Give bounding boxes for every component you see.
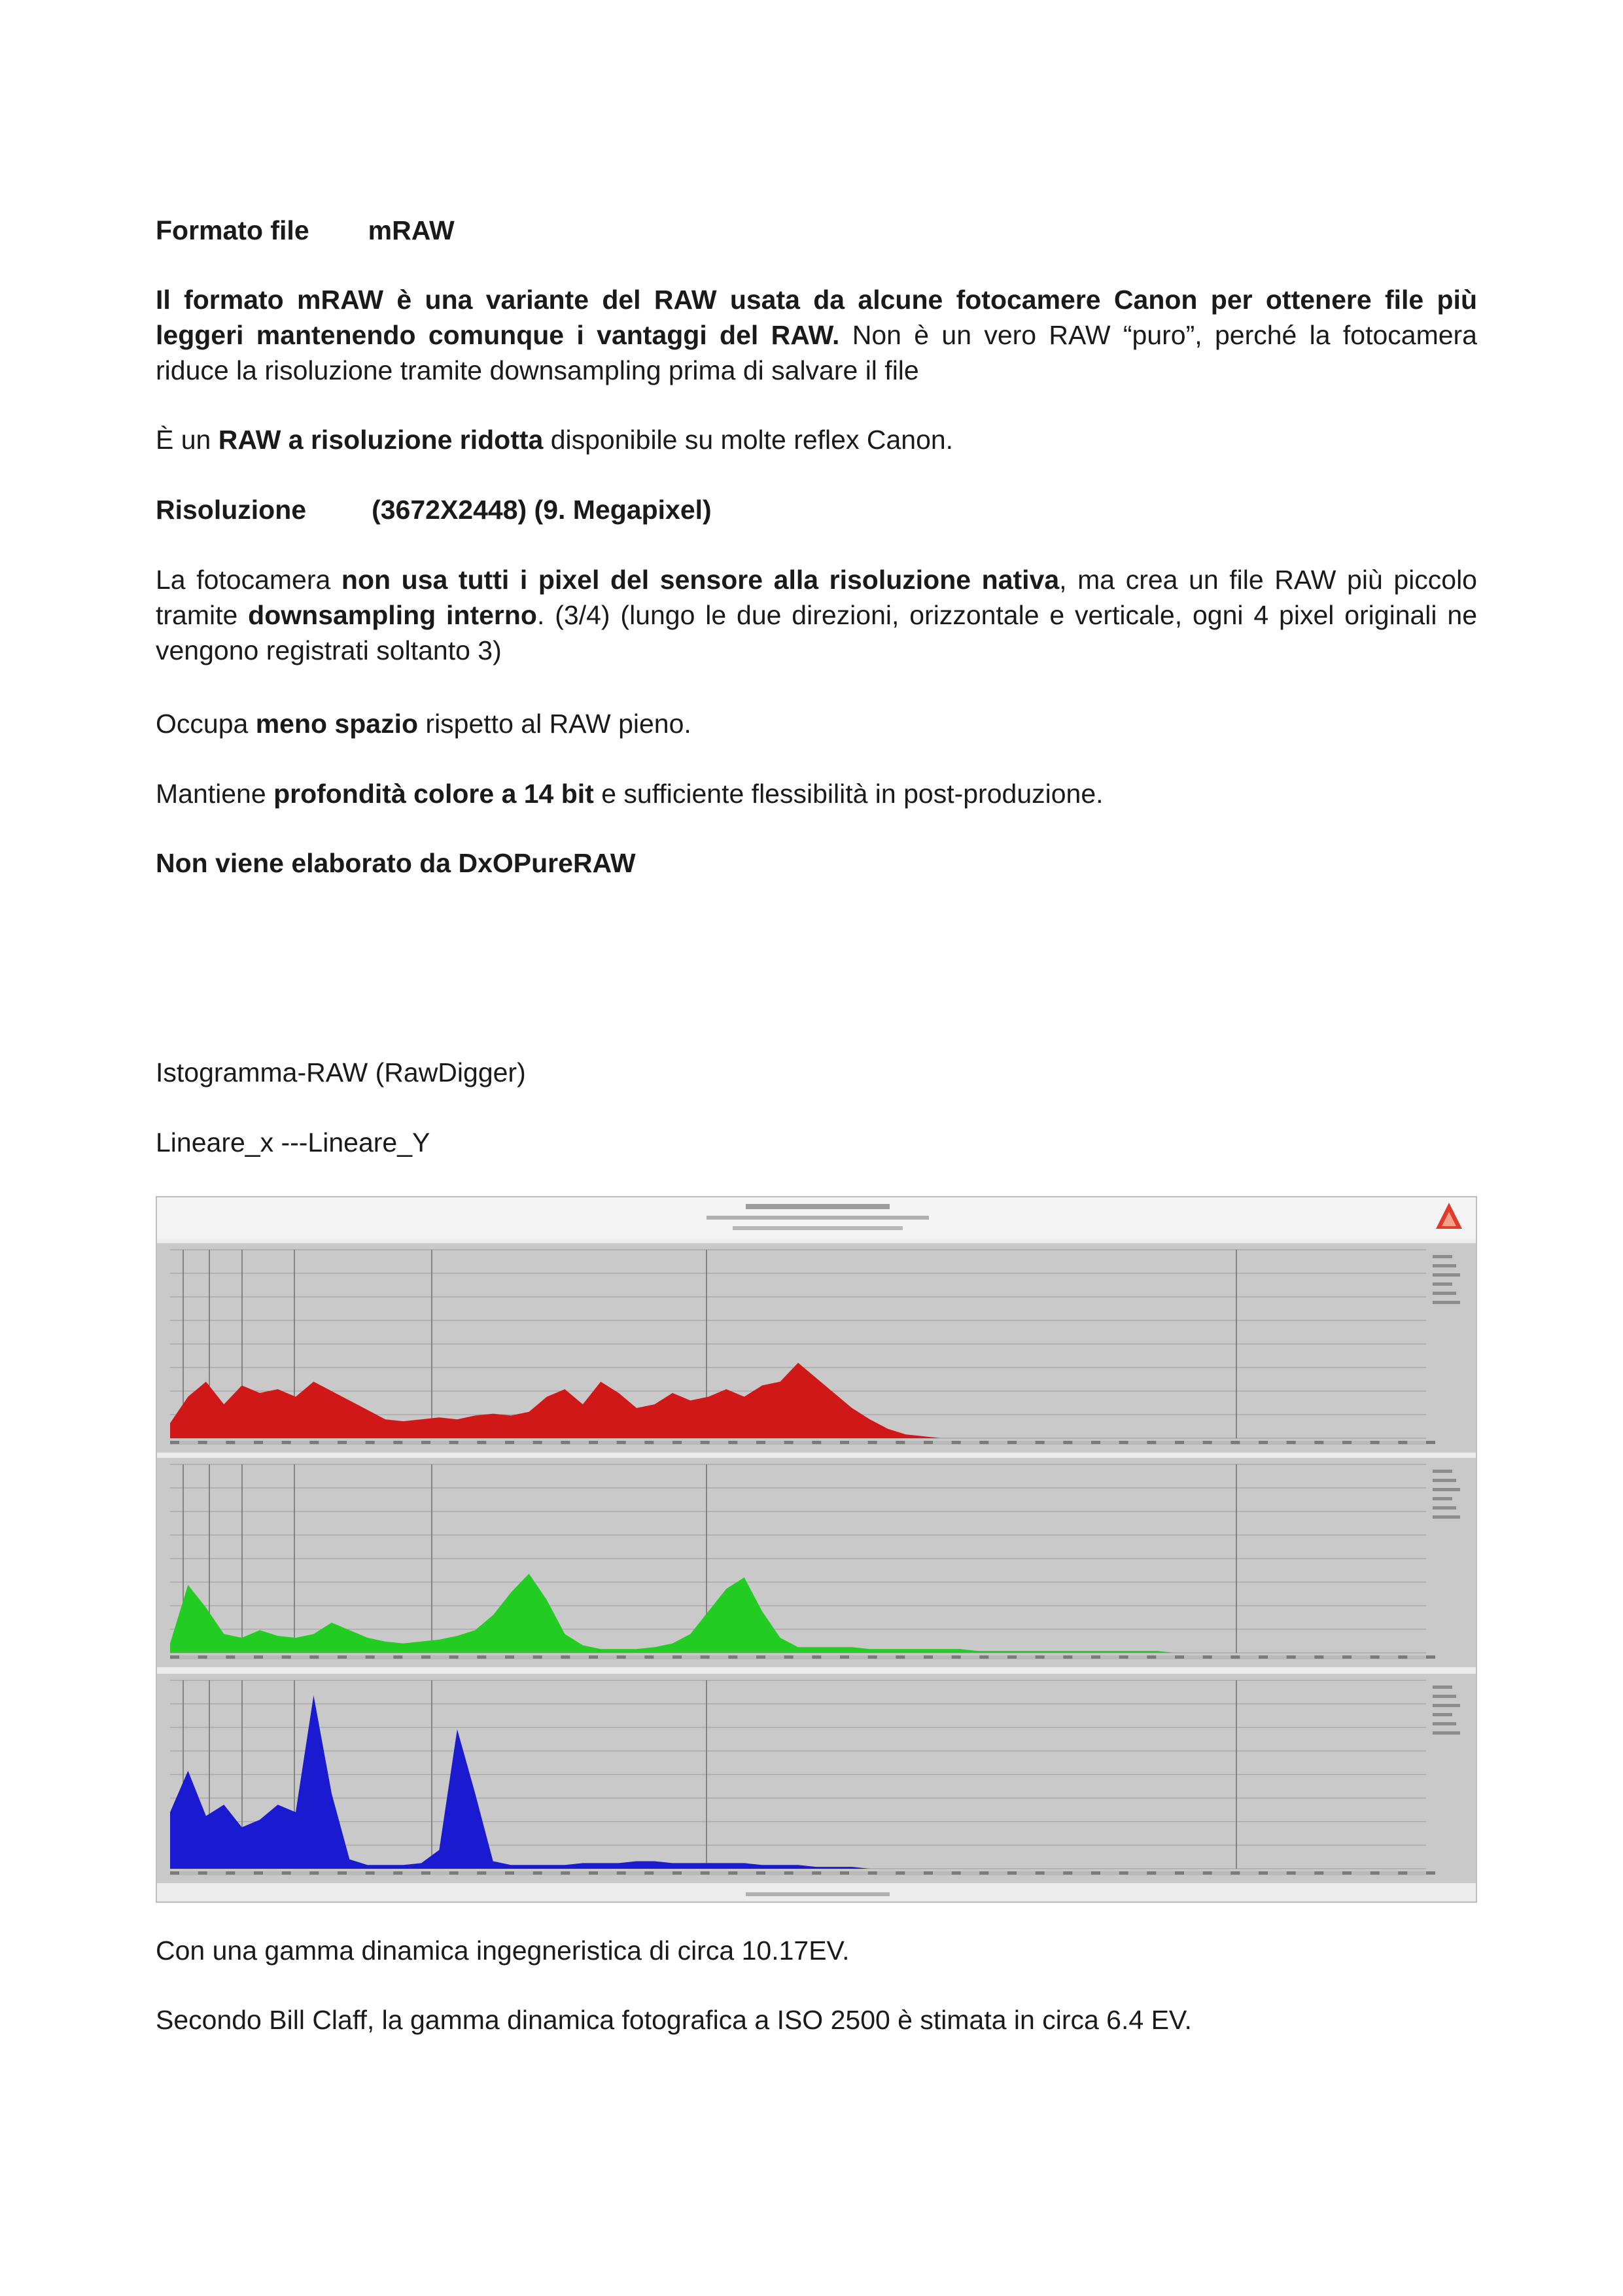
stats-line	[1433, 1704, 1460, 1707]
x-tick-label	[561, 1655, 570, 1659]
x-tick-label	[170, 1871, 179, 1875]
x-tick-label	[254, 1441, 263, 1444]
x-tick-label	[449, 1655, 459, 1659]
x-tick-label	[784, 1655, 794, 1659]
para3-post: . (3/4) (lungo le due direzioni, orizzontale e verticale, ogni 4 pixel originali ne vengono registrati soltanto 3)	[156, 600, 1477, 665]
x-tick-label	[1203, 1655, 1212, 1659]
x-tick-label	[1342, 1655, 1352, 1659]
x-tick-label	[1230, 1441, 1240, 1444]
x-tick-label	[533, 1871, 542, 1875]
x-tick-label	[1398, 1871, 1407, 1875]
x-tick-label	[170, 1441, 179, 1444]
x-tick-label	[533, 1655, 542, 1659]
x-tick-label	[644, 1871, 654, 1875]
stats-line	[1433, 1488, 1460, 1491]
x-tick-label	[672, 1441, 682, 1444]
x-tick-label	[393, 1655, 402, 1659]
footer-line-1: Con una gamma dinamica ingegneristica di circa 10.17EV.	[156, 1935, 850, 1966]
intro-text: Non è un vero RAW “puro”, perché la fotocamera riduce la risoluzione tramite downsampling prima di salvare il file	[156, 320, 1477, 385]
x-tick-label	[309, 1441, 319, 1444]
x-tick-label	[784, 1871, 794, 1875]
x-tick-label	[1314, 1441, 1323, 1444]
x-tick-label	[1426, 1655, 1435, 1659]
x-tick-label	[449, 1871, 459, 1875]
x-tick-label	[366, 1655, 375, 1659]
x-tick-label	[533, 1441, 542, 1444]
x-tick-label	[1007, 1655, 1017, 1659]
x-tick-label	[1259, 1871, 1268, 1875]
para3-bold2: downsampling interno	[248, 600, 537, 630]
x-tick-label	[505, 1871, 514, 1875]
x-tick-label	[1147, 1441, 1156, 1444]
x-tick-label	[1370, 1871, 1380, 1875]
x-tick-label	[1287, 1871, 1296, 1875]
x-tick-label	[477, 1871, 486, 1875]
x-tick-label	[617, 1871, 626, 1875]
format-heading	[156, 213, 1477, 248]
x-tick-label	[1063, 1441, 1072, 1444]
x-tick-label	[952, 1871, 961, 1875]
x-tick-label	[1259, 1441, 1268, 1444]
x-tick-label	[1119, 1655, 1128, 1659]
x-tick-label	[1342, 1441, 1352, 1444]
x-tick-label	[672, 1871, 682, 1875]
line2-pre: È un	[156, 425, 218, 455]
x-tick-label	[1175, 1655, 1184, 1659]
x-tick-label	[812, 1871, 821, 1875]
x-tick-label	[1203, 1871, 1212, 1875]
x-tick-label	[1314, 1655, 1323, 1659]
stats-line	[1433, 1470, 1452, 1473]
x-tick-label	[421, 1655, 430, 1659]
x-tick-label	[728, 1655, 737, 1659]
x-tick-label	[338, 1441, 347, 1444]
x-tick-label	[309, 1655, 319, 1659]
x-tick-label	[1007, 1871, 1017, 1875]
x-tick-label	[812, 1655, 821, 1659]
x-tick-label	[505, 1655, 514, 1659]
format-value: mRAW	[368, 215, 455, 245]
rawdigger-histogram-figure	[156, 1196, 1477, 1903]
x-tick-label	[421, 1441, 430, 1444]
x-tick-label	[1091, 1871, 1100, 1875]
x-tick-label	[868, 1655, 877, 1659]
line2-post: disponibile su molte reflex Canon.	[543, 425, 954, 455]
x-tick-label	[812, 1441, 821, 1444]
x-tick-label	[1036, 1441, 1045, 1444]
para3-pre: La fotocamera	[156, 565, 341, 595]
x-tick-label	[589, 1871, 598, 1875]
x-tick-label	[1426, 1871, 1435, 1875]
x-tick-label	[896, 1871, 905, 1875]
intro-bold: Il formato mRAW è una variante del RAW usata da alcune fotocamere Canon per ottenere file più leggeri mantenendo comunque i vantaggi del RAW.	[156, 285, 1477, 350]
x-tick-label	[617, 1441, 626, 1444]
stats-line	[1433, 1479, 1456, 1482]
x-tick-label	[254, 1871, 263, 1875]
x-tick-label	[366, 1441, 375, 1444]
downsampling-paragraph	[156, 562, 1477, 668]
x-tick-label	[1147, 1655, 1156, 1659]
blue-histogram-panel	[157, 1674, 1476, 1883]
x-tick-label	[338, 1655, 347, 1659]
x-tick-label	[1063, 1871, 1072, 1875]
stats-line	[1433, 1713, 1452, 1716]
stats-line	[1433, 1497, 1452, 1500]
x-tick-label	[1036, 1655, 1045, 1659]
x-tick-label	[701, 1871, 710, 1875]
x-tick-label	[701, 1441, 710, 1444]
resolution-value: (3672X2448) (9. Megapixel)	[372, 495, 712, 525]
x-tick-label	[170, 1655, 179, 1659]
x-tick-label	[979, 1441, 988, 1444]
x-tick-label	[421, 1871, 430, 1875]
resolution-label: Risoluzione	[156, 495, 307, 525]
x-tick-label	[868, 1871, 877, 1875]
intro-paragraph	[156, 282, 1477, 388]
x-tick-label	[393, 1871, 402, 1875]
x-tick-label	[896, 1655, 905, 1659]
x-tick-label	[589, 1441, 598, 1444]
x-tick-label	[840, 1441, 849, 1444]
x-tick-label	[1091, 1655, 1100, 1659]
reduced-res-line	[156, 422, 1477, 457]
histogram-axes: Lineare_x ---Lineare_Y	[156, 1127, 430, 1157]
x-tick-label	[226, 1655, 235, 1659]
para5-pre: Mantiene	[156, 779, 274, 809]
x-tick-label	[756, 1655, 765, 1659]
x-tick-label	[644, 1441, 654, 1444]
x-tick-label	[477, 1441, 486, 1444]
figure-subtitle-line-2	[733, 1226, 903, 1230]
x-tick-label	[477, 1655, 486, 1659]
figure-footer-line	[746, 1892, 890, 1896]
histogram-svg	[157, 1197, 1476, 1901]
x-tick-label	[1230, 1655, 1240, 1659]
x-tick-label	[924, 1871, 933, 1875]
line2-bold: RAW a risoluzione ridotta	[218, 425, 544, 455]
para4-bold: meno spazio	[255, 709, 419, 739]
x-tick-label	[979, 1655, 988, 1659]
stats-line	[1433, 1515, 1460, 1519]
x-tick-label	[728, 1871, 737, 1875]
figure-subtitle-line	[707, 1216, 929, 1220]
para4-post: rispetto al RAW pieno.	[418, 709, 691, 739]
x-tick-label	[756, 1441, 765, 1444]
x-tick-label	[1370, 1655, 1380, 1659]
x-tick-label	[728, 1441, 737, 1444]
x-tick-label	[1175, 1871, 1184, 1875]
x-tick-label	[393, 1441, 402, 1444]
x-tick-label	[617, 1655, 626, 1659]
x-tick-label	[1398, 1655, 1407, 1659]
para4-pre: Occupa	[156, 709, 256, 739]
x-tick-label	[1314, 1871, 1323, 1875]
x-tick-label	[254, 1655, 263, 1659]
format-label: Formato file	[156, 215, 309, 245]
x-tick-label	[282, 1655, 291, 1659]
stats-line	[1433, 1273, 1460, 1277]
histogram-title: Istogramma-RAW (RawDigger)	[156, 1057, 526, 1087]
stats-line	[1433, 1255, 1452, 1258]
x-tick-label	[868, 1441, 877, 1444]
para5-post: e sufficiente flessibilità in post-produzione.	[593, 779, 1104, 809]
x-tick-label	[924, 1441, 933, 1444]
x-tick-label	[1063, 1655, 1072, 1659]
x-tick-label	[952, 1441, 961, 1444]
x-tick-label	[198, 1441, 207, 1444]
resolution-line	[156, 492, 1477, 527]
x-tick-label	[282, 1871, 291, 1875]
x-tick-label	[226, 1441, 235, 1444]
stats-line	[1433, 1695, 1456, 1698]
x-tick-label	[1119, 1441, 1128, 1444]
x-tick-label	[198, 1655, 207, 1659]
x-tick-label	[1007, 1441, 1017, 1444]
x-tick-label	[784, 1441, 794, 1444]
stats-line	[1433, 1282, 1452, 1286]
x-tick-label	[282, 1441, 291, 1444]
x-tick-label	[198, 1871, 207, 1875]
space-line	[156, 706, 1477, 741]
x-tick-label	[1287, 1655, 1296, 1659]
x-tick-label	[561, 1871, 570, 1875]
stats-line	[1433, 1506, 1456, 1510]
x-tick-label	[644, 1655, 654, 1659]
x-tick-label	[1426, 1441, 1435, 1444]
x-tick-label	[1147, 1871, 1156, 1875]
x-tick-label	[226, 1871, 235, 1875]
x-tick-label	[366, 1871, 375, 1875]
x-tick-label	[1398, 1441, 1407, 1444]
x-tick-label	[952, 1655, 961, 1659]
stats-line	[1433, 1686, 1452, 1689]
x-tick-label	[1036, 1871, 1045, 1875]
para3-mid: , ma crea un file RAW più piccolo tramite	[156, 565, 1477, 630]
x-tick-label	[589, 1655, 598, 1659]
stats-line	[1433, 1264, 1456, 1267]
dxo-note	[156, 845, 1477, 881]
bitdepth-line	[156, 776, 1477, 811]
x-tick-label	[701, 1655, 710, 1659]
blue-panel-bg	[157, 1674, 1476, 1883]
x-tick-label	[505, 1441, 514, 1444]
x-tick-label	[979, 1871, 988, 1875]
para5-bold: profondità colore a 14 bit	[273, 779, 594, 809]
para3-bold1: non usa tutti i pixel del sensore alla risoluzione nativa	[341, 565, 1060, 595]
x-tick-label	[1370, 1441, 1380, 1444]
x-tick-label	[840, 1655, 849, 1659]
x-tick-label	[924, 1655, 933, 1659]
x-tick-label	[1259, 1655, 1268, 1659]
histogram-panels	[157, 1243, 1476, 1883]
red-histogram-panel	[157, 1243, 1476, 1453]
stats-line	[1433, 1731, 1460, 1735]
green-histogram-panel	[157, 1458, 1476, 1667]
stats-line	[1433, 1722, 1456, 1725]
footer-line-2: Secondo Bill Claff, la gamma dinamica fotografica a ISO 2500 è stimata in circa 6.4 EV.	[156, 2005, 1192, 2035]
stats-line	[1433, 1301, 1460, 1304]
x-tick-label	[338, 1871, 347, 1875]
x-tick-label	[672, 1655, 682, 1659]
x-tick-label	[1175, 1441, 1184, 1444]
figure-title-line	[746, 1204, 890, 1209]
x-tick-label	[309, 1871, 319, 1875]
x-tick-label	[1203, 1441, 1212, 1444]
x-tick-label	[840, 1871, 849, 1875]
x-tick-label	[1287, 1441, 1296, 1444]
x-tick-label	[449, 1441, 459, 1444]
dxo-note-text: Non viene elaborato da DxOPureRAW	[156, 848, 636, 878]
x-tick-label	[561, 1441, 570, 1444]
x-tick-label	[1230, 1871, 1240, 1875]
x-tick-label	[896, 1441, 905, 1444]
x-tick-label	[1342, 1871, 1352, 1875]
stats-line	[1433, 1292, 1456, 1295]
x-tick-label	[1091, 1441, 1100, 1444]
x-tick-label	[1119, 1871, 1128, 1875]
x-tick-label	[756, 1871, 765, 1875]
